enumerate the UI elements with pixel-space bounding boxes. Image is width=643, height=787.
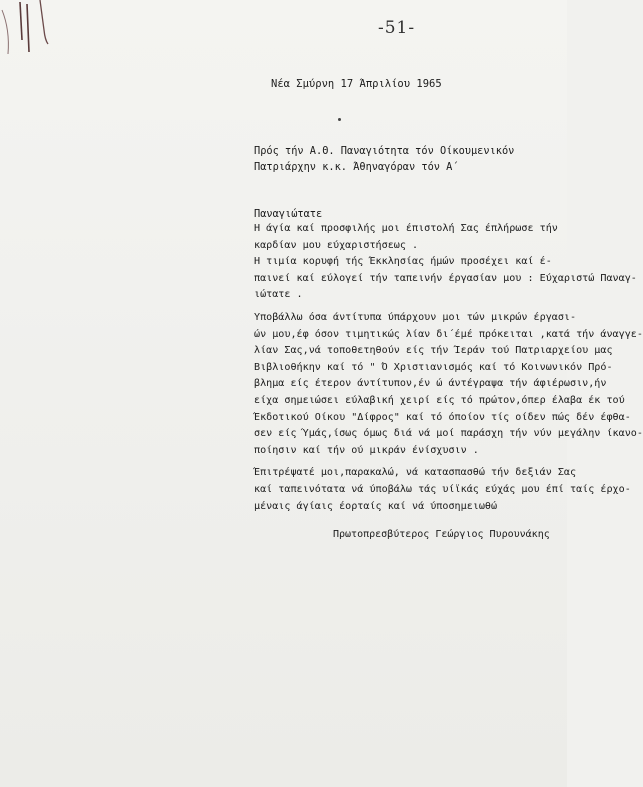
letter-body: [254, 221, 643, 515]
text-line: ών μου,έφ όσον τιμητικώς λίαν δι΄έμέ πρόκειται ,κατά τήν άναγγε-: [254, 328, 643, 340]
text-line: Έκδοτικού Οίκου "Δίφρος" καί τό όποίον τίς οίδεν πώς δέν έφθα-: [254, 411, 631, 423]
text-line: Βιβλιοθήκην καί τό " Ό Χριστιανισμός καί τό Κοινωνικόν Πρό-: [254, 361, 613, 373]
signature-line: Πρωτοπρεσβύτερος Γεώργιος Πυρουνάκης: [333, 529, 550, 540]
folded-corner-marks: [0, 0, 56, 60]
date-line: Νέα Σμύρνη 17 Άπριλίου 1965: [271, 78, 442, 90]
text-line: βλημα είς έτερον άντίτυπον,έν ώ άντέγραψα τήν άφιέρωσιν,ήν: [254, 378, 607, 390]
text-line: καί ταπεινότατα νά ύποβάλω τάς υίϊκάς εύχάς μου έπί ταίς έρχο-: [254, 483, 631, 495]
paragraph: [254, 221, 558, 254]
addressee-line: Πρός τήν Α.Θ. Παναγιότητα τόν Οίκουμενικόν: [254, 145, 515, 157]
paragraph: [254, 465, 631, 515]
text-line: Υποβάλλω όσα άντίτυπα ύπάρχουν μοι τών μικρών έργασι-: [254, 311, 577, 323]
text-line: ποίησιν καί τήν ού μικράν ένίσχυσιν .: [254, 444, 479, 456]
text-line: είχα σημειώσει εύλαβική χειρί είς τό πρώτον,όπερ έλαβα έκ τού: [254, 394, 625, 406]
text-line: ιώτατε .: [254, 289, 303, 301]
addressee-line: Πατριάρχην κ.κ. Άθηναγόραν τόν Α΄: [254, 161, 459, 173]
paragraph: [254, 254, 637, 304]
ink-dot: [338, 118, 341, 121]
text-line: σεν είς Ύμάς,ίσως όμως διά νά μοί παράσχη τήν νύν μεγάλην ίκανο-: [254, 428, 643, 440]
page-number: -51-: [378, 18, 416, 38]
text-line: Έπιτρέψατέ μοι,παρακαλώ, νά κατασπασθώ τήν δεξιάν Σας: [254, 467, 577, 479]
salutation: Παναγιώτατε: [254, 208, 323, 220]
text-line: μέναις άγίαις έορταίς καί νά ύποσημειωθώ: [254, 500, 498, 512]
text-line: παινεί καί εύλογεί τήν ταπεινήν έργασίαν μου : Εύχαριστώ Παναγ-: [254, 272, 637, 284]
paragraph: [254, 310, 643, 459]
text-line: Η τιμία κορυφή τής Έκκλησίας ήμών προσέχει καί έ-: [254, 256, 552, 268]
addressee-block: [254, 143, 514, 175]
text-line: λίαν Σας,νά τοποθετηθούν είς τήν Ίεράν τού Πατριαρχείου μας: [254, 345, 613, 357]
text-line: καρδίαν μου εύχαριστήσεως .: [254, 239, 419, 251]
text-line: Η άγία καί προσφιλής μοι έπιστολή Σας έπλήρωσε τήν: [254, 223, 558, 234]
